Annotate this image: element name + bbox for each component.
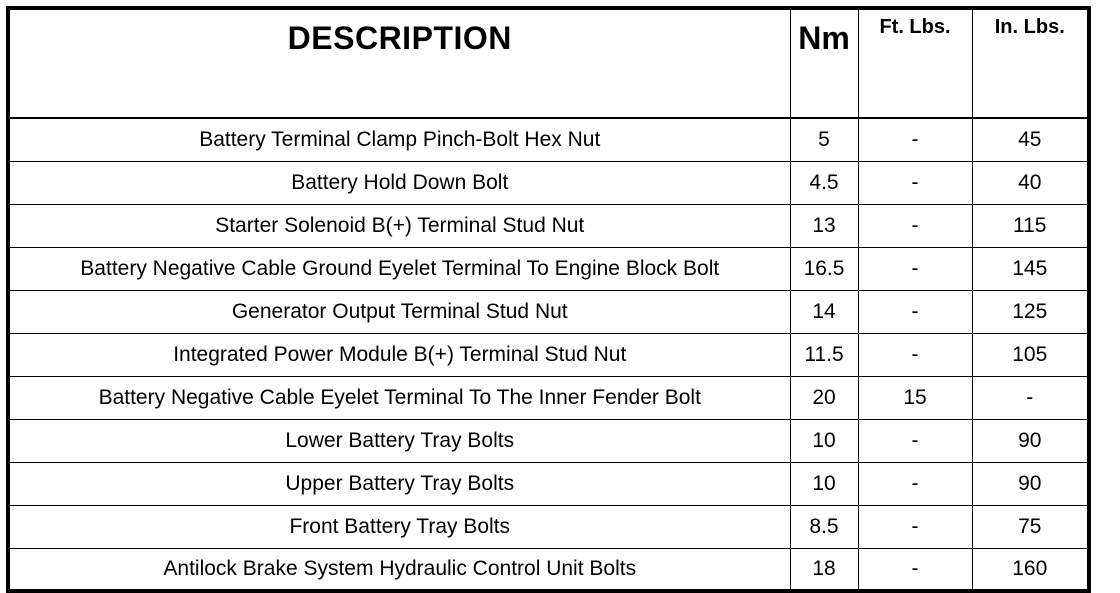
description-cell: Upper Battery Tray Bolts — [8, 463, 790, 506]
nm-cell: 10 — [790, 463, 858, 506]
in-lbs-cell: 90 — [972, 420, 1089, 463]
ft-lbs-cell: - — [858, 549, 972, 592]
ft-lbs-cell: - — [858, 291, 972, 334]
in-lbs-cell: 125 — [972, 291, 1089, 334]
in-lbs-cell: 40 — [972, 162, 1089, 205]
description-cell: Battery Negative Cable Ground Eyelet Terminal To Engine Block Bolt — [8, 248, 790, 291]
ft-lbs-cell: 15 — [858, 377, 972, 420]
nm-cell: 8.5 — [790, 506, 858, 549]
nm-cell: 5 — [790, 118, 858, 162]
description-cell: Antilock Brake System Hydraulic Control Unit Bolts — [8, 549, 790, 592]
table-row — [8, 248, 1089, 291]
ft-lbs-cell: - — [858, 506, 972, 549]
torque-specification-table — [6, 6, 1091, 593]
in-lbs-cell: - — [972, 377, 1089, 420]
description-cell: Integrated Power Module B(+) Terminal Stud Nut — [8, 334, 790, 377]
description-cell: Front Battery Tray Bolts — [8, 506, 790, 549]
description-cell: Battery Negative Cable Eyelet Terminal To The Inner Fender Bolt — [8, 377, 790, 420]
nm-cell: 13 — [790, 205, 858, 248]
ft-lbs-column-header: Ft. Lbs. — [858, 8, 972, 118]
table-row — [8, 162, 1089, 205]
table-row — [8, 377, 1089, 420]
ft-lbs-cell: - — [858, 420, 972, 463]
nm-cell: 20 — [790, 377, 858, 420]
ft-lbs-cell: - — [858, 248, 972, 291]
in-lbs-cell: 105 — [972, 334, 1089, 377]
table-row — [8, 420, 1089, 463]
in-lbs-cell: 145 — [972, 248, 1089, 291]
description-cell: Battery Hold Down Bolt — [8, 162, 790, 205]
table-row — [8, 118, 1089, 162]
ft-lbs-cell: - — [858, 118, 972, 162]
in-lbs-cell: 45 — [972, 118, 1089, 162]
description-cell: Starter Solenoid B(+) Terminal Stud Nut — [8, 205, 790, 248]
ft-lbs-cell: - — [858, 205, 972, 248]
ft-lbs-cell: - — [858, 162, 972, 205]
table-row — [8, 205, 1089, 248]
table-row — [8, 463, 1089, 506]
description-cell: Generator Output Terminal Stud Nut — [8, 291, 790, 334]
nm-cell: 4.5 — [790, 162, 858, 205]
table-row — [8, 334, 1089, 377]
description-cell: Lower Battery Tray Bolts — [8, 420, 790, 463]
header-row — [8, 8, 1089, 118]
in-lbs-cell: 90 — [972, 463, 1089, 506]
nm-cell: 10 — [790, 420, 858, 463]
description-column-header: DESCRIPTION — [8, 8, 790, 118]
nm-column-header: Nm — [790, 8, 858, 118]
in-lbs-cell: 115 — [972, 205, 1089, 248]
nm-cell: 16.5 — [790, 248, 858, 291]
table-row — [8, 549, 1089, 592]
description-cell: Battery Terminal Clamp Pinch-Bolt Hex Nut — [8, 118, 790, 162]
table-body — [8, 118, 1089, 591]
table-header — [8, 8, 1089, 118]
nm-cell: 14 — [790, 291, 858, 334]
ft-lbs-cell: - — [858, 334, 972, 377]
in-lbs-cell: 75 — [972, 506, 1089, 549]
table-row — [8, 506, 1089, 549]
table-row — [8, 291, 1089, 334]
in-lbs-column-header: In. Lbs. — [972, 8, 1089, 118]
in-lbs-cell: 160 — [972, 549, 1089, 592]
nm-cell: 18 — [790, 549, 858, 592]
nm-cell: 11.5 — [790, 334, 858, 377]
ft-lbs-cell: - — [858, 463, 972, 506]
